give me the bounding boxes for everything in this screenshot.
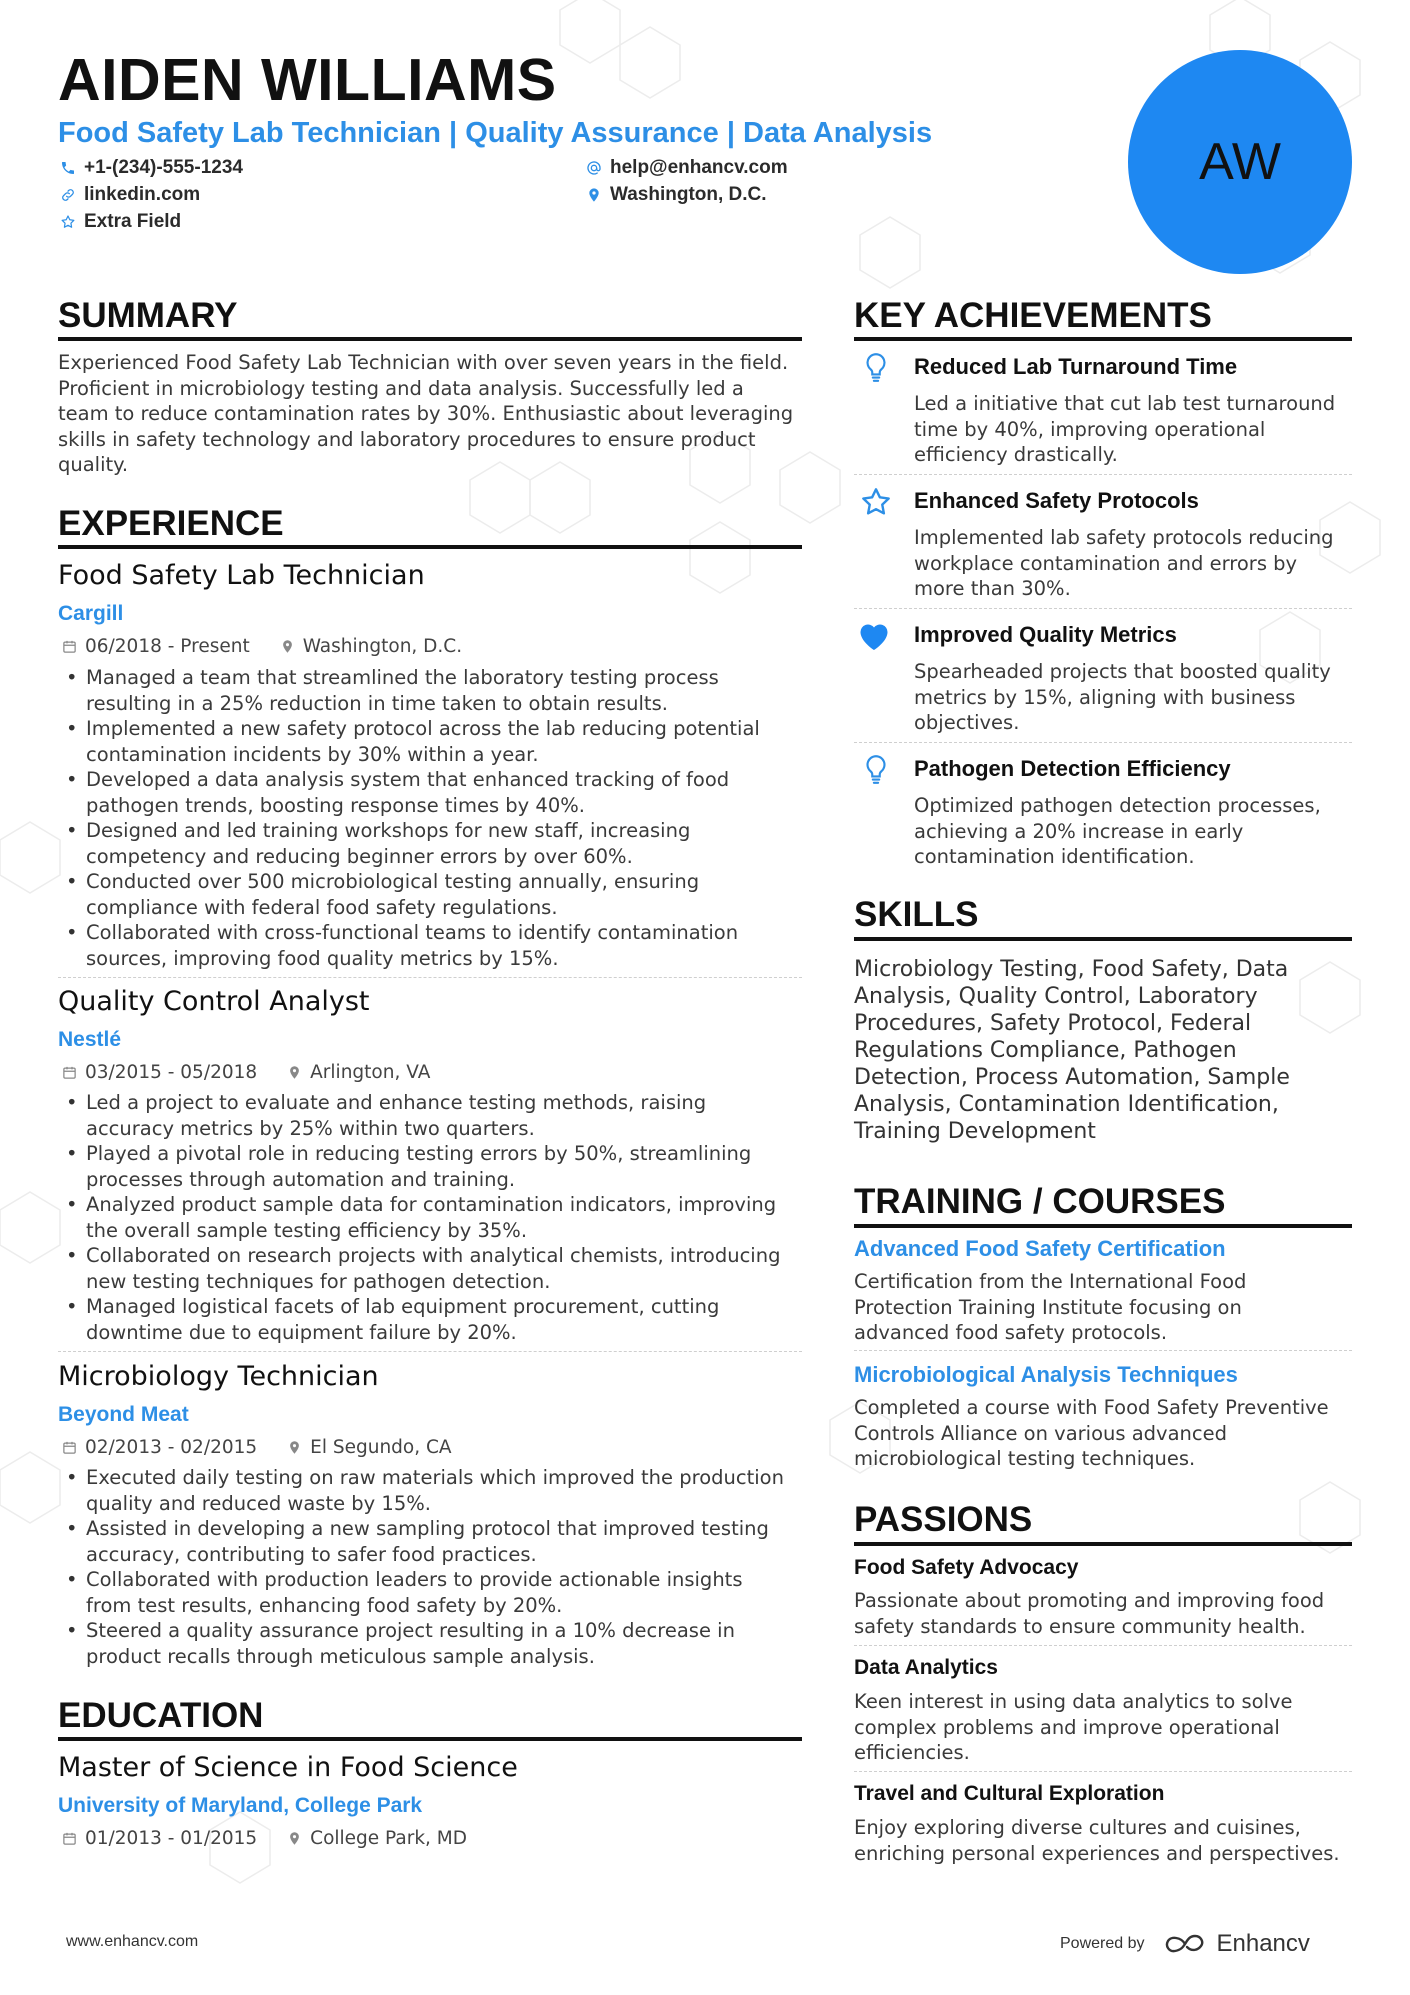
job-bullets [58,1465,784,1669]
bullet-item: • Conducted over 500 microbiological testing annually, ensuring compliance with federal food safety regulations. [58,869,760,920]
enhancv-logo[interactable] [1163,1930,1310,1958]
achievement-divider [854,608,1352,609]
job-dates: 06/2018 - Present [85,636,250,657]
heart-icon [856,617,892,653]
summary-text [58,350,793,478]
map-pin-icon [287,1065,302,1080]
at-icon [586,160,602,176]
calendar-icon [62,639,77,654]
summary-line: Experienced Food Safety Lab Technician with over seven years in the field. [58,351,789,374]
location-contact [586,184,767,206]
achievement-divider [854,474,1352,475]
summary-line: quality. [58,453,129,476]
email-contact[interactable] [586,157,788,179]
passion-description: Keen interest in using data analytics to solve complex problems and improve operational efficiencies. [854,1690,1293,1764]
phone-icon [60,160,76,176]
passion-description: Enjoy exploring diverse cultures and cuisines, enriching personal experiences and perspectives. [854,1816,1340,1865]
enhancv-brand-text: Enhancv [1216,1930,1310,1957]
job-meta [62,1062,430,1083]
extra-field-text: Extra Field [84,211,182,232]
achievement-description: Optimized pathogen detection processes, achieving a 20% increase in early contamination identification. [914,794,1321,868]
link-icon [60,187,76,203]
skills-heading: SKILLS [854,895,979,934]
education-meta [62,1828,467,1849]
training-heading: TRAINING / COURSES [854,1182,1226,1221]
passions-heading: PASSIONS [854,1500,1033,1539]
passions-rule [854,1542,1352,1546]
achievement-description: Spearheaded projects that boosted quality metrics by 15%, aligning with business objectives. [914,660,1331,734]
passion-divider [854,1771,1352,1772]
achievements-rule [854,337,1352,341]
education-rule [58,1737,802,1741]
bullet-item: • Led a project to evaluate and enhance testing methods, raising accuracy metrics by 25% within two quarters. [58,1090,780,1141]
star-icon [858,484,894,520]
course-description: Certification from the International Food Protection Training Institute focusing on advanced food safety protocols. [854,1270,1247,1344]
passion-title: Travel and Cultural Exploration [854,1782,1165,1805]
bullet-item: • Managed a team that streamlined the laboratory testing process resulting in a 25% reduction in time taken to obtain results. [58,665,760,716]
job-location: El Segundo, CA [310,1437,452,1458]
location-text: Washington, D.C. [610,184,767,205]
job-location: Arlington, VA [310,1062,431,1083]
job-dates: 02/2013 - 02/2015 [85,1437,258,1458]
bullet-item: • Executed daily testing on raw materials which improved the production quality and reduced waste by 15%. [58,1465,784,1516]
job-dates: 03/2015 - 05/2018 [85,1062,258,1083]
bullet-item: • Played a pivotal role in reducing testing errors by 50%, streamlining processes through automation and training. [58,1141,780,1192]
calendar-icon [62,1065,77,1080]
lightbulb-icon [858,350,894,386]
achievement-description: Led a initiative that cut lab test turnaround time by 40%, improving operational efficiency drastically. [914,392,1336,466]
lightbulb-icon [858,752,894,788]
avatar-initials: AW [1199,133,1281,191]
linkedin-text[interactable]: linkedin.com [84,184,201,205]
map-pin-icon [280,639,295,654]
bullet-item: • Developed a data analysis system that enhanced tracking of food pathogen trends, boosting response times by 40%. [58,767,760,818]
linkedin-contact[interactable] [60,184,200,206]
bullet-item: • Collaborated with production leaders to provide actionable insights from test results, enhancing food safety by 20%. [58,1567,784,1618]
training-rule [854,1224,1352,1228]
job-bullets [58,1090,780,1345]
bullet-item: • Designed and led training workshops for new staff, increasing competency and reducing beginner errors by over 60%. [58,818,760,869]
calendar-icon [62,1831,77,1846]
job-location: Washington, D.C. [302,636,463,657]
candidate-subtitle: Food Safety Lab Technician | Quality Assurance | Data Analysis [58,117,933,149]
school-name: University of Maryland, College Park [58,1794,423,1817]
company-name: Beyond Meat [58,1403,189,1426]
skills-rule [854,937,1352,941]
job-title: Food Safety Lab Technician [58,560,425,591]
enhancv-logo-icon [1163,1931,1209,1957]
bullet-item: • Analyzed product sample data for contamination indicators, improving the overall sample testing efficiency by 35%. [58,1192,780,1243]
job-meta [62,1437,452,1458]
job-title: Quality Control Analyst [58,986,370,1017]
calendar-icon [62,1440,77,1455]
experience-rule [58,545,802,549]
job-bullets [58,665,760,971]
job-meta [62,636,462,657]
passion-title: Food Safety Advocacy [854,1556,1079,1579]
phone-text: +1-(234)-555-1234 [84,157,243,178]
experience-heading: EXPERIENCE [58,504,284,543]
map-pin-icon [287,1440,302,1455]
candidate-name: AIDEN WILLIAMS [58,47,557,113]
avatar [1128,50,1352,274]
bullet-item: • Steered a quality assurance project resulting in a 10% decrease in product recalls through meticulous sample analysis. [58,1618,784,1669]
education-heading: EDUCATION [58,1696,264,1735]
passion-title: Data Analytics [854,1656,998,1679]
bullet-item: • Collaborated on research projects with analytical chemists, introducing new testing techniques for pathogen detection. [58,1243,780,1294]
job-divider [58,1351,802,1352]
bullet-item: • Collaborated with cross-functional teams to identify contamination sources, improving food quality metrics by 15%. [58,920,760,971]
summary-line: team to reduce contamination rates by 30%. Enthusiastic about leveraging [58,402,794,425]
course-divider [854,1350,1352,1351]
bullet-item: • Managed logistical facets of lab equipment procurement, cutting downtime due to equipment failure by 20%. [58,1294,780,1345]
bullet-item: • Implemented a new safety protocol across the lab reducing potential contamination incidents by 30% within a year. [58,716,760,767]
company-name: Cargill [58,602,124,625]
course-title: Microbiological Analysis Techniques [854,1362,1238,1387]
achievement-title: Pathogen Detection Efficiency [914,756,1231,781]
achievement-title: Enhanced Safety Protocols [914,488,1199,513]
course-title: Advanced Food Safety Certification [854,1236,1226,1261]
education-dates: 01/2013 - 01/2015 [85,1828,258,1849]
map-pin-icon [287,1831,302,1846]
footer-branding [1060,1930,1310,1958]
achievement-divider [854,742,1352,743]
extra-field-contact [60,211,181,233]
summary-heading: SUMMARY [58,296,238,335]
email-text[interactable]: help@enhancv.com [610,157,788,178]
star-outline-icon [60,214,76,230]
achievement-title: Improved Quality Metrics [914,622,1177,647]
job-divider [58,977,802,978]
powered-by-text: Powered by [1060,1935,1145,1952]
achievement-title: Reduced Lab Turnaround Time [914,354,1238,379]
degree-title: Master of Science in Food Science [58,1752,518,1783]
bullet-item: • Assisted in developing a new sampling protocol that improved testing accuracy, contributing to safer food practices. [58,1516,784,1567]
passion-divider [854,1645,1352,1646]
footer-website[interactable]: www.enhancv.com [66,1933,199,1950]
education-location: College Park, MD [310,1828,468,1849]
summary-rule [58,337,802,341]
achievements-heading: KEY ACHIEVEMENTS [854,296,1212,335]
course-description: Completed a course with Food Safety Preventive Controls Alliance on various advanced microbiological testing techniques. [854,1396,1329,1470]
map-pin-icon [586,187,602,203]
summary-line: Proficient in microbiology testing and data analysis. Successfully led a [58,376,744,400]
phone-contact [60,157,243,179]
skills-list: Microbiology Testing, Food Safety, Data Analysis, Quality Control, Laboratory Procedures, Safety Protocol, Federal Regulations Compliance, Pathogen Detection, Process Automation, Sample Analysis, Contamination Identification, Training Development [854,957,1290,1144]
job-title: Microbiology Technician [58,1361,379,1392]
summary-line: skills in safety technology and laboratory procedures to ensure product [58,427,756,451]
passion-description: Passionate about promoting and improving food safety standards to ensure community health. [854,1589,1325,1638]
company-name: Nestlé [58,1028,122,1051]
achievement-description: Implemented lab safety protocols reducing workplace contamination and errors by more than 30%. [914,526,1334,600]
